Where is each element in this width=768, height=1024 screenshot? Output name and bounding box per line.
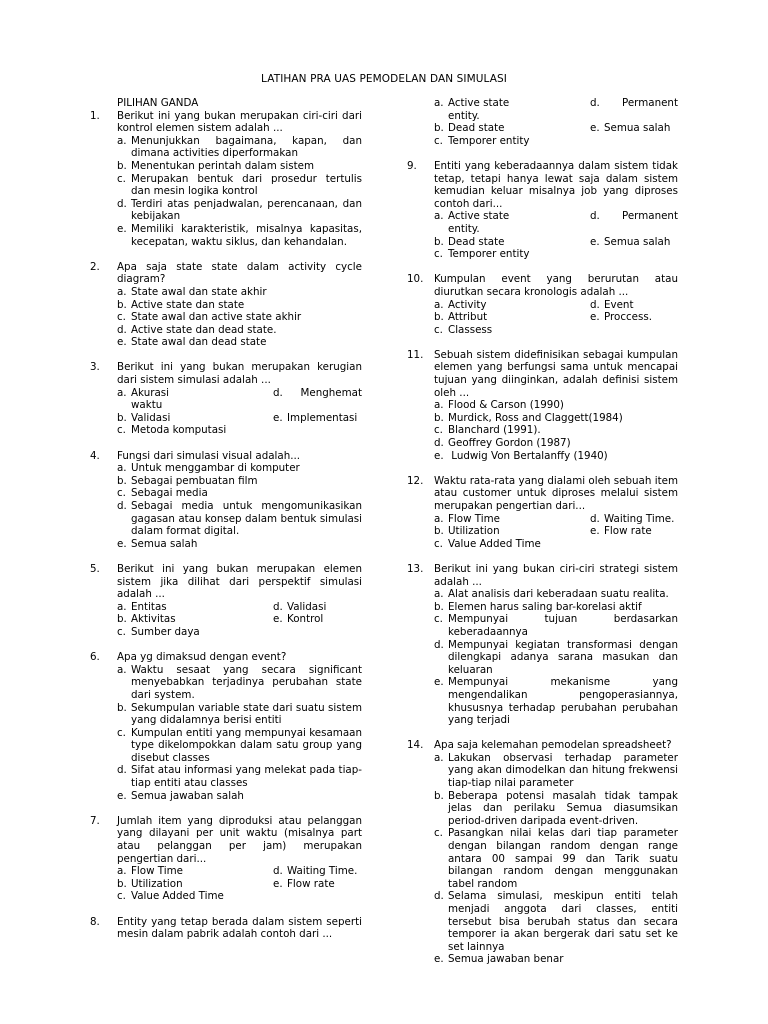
option-d	[590, 210, 678, 223]
option-letter: b.	[434, 311, 444, 324]
option-a	[117, 135, 362, 160]
option-row	[117, 878, 362, 891]
option-text: Temporer entity	[448, 248, 530, 261]
question-10	[407, 273, 678, 336]
option-letter: a.	[434, 751, 444, 764]
option-text: Mempunyai mekanisme yang mengendalikan pengoperasiannya, khususnya terhadap perubahan perubahan yang terjadi	[448, 676, 678, 727]
option-letter: d.	[273, 386, 283, 399]
option-e	[273, 878, 362, 891]
question-8	[90, 916, 362, 941]
option-text: Utilization	[448, 525, 500, 538]
section-title: PILIHAN GANDA	[117, 97, 199, 109]
option-text: Sebagai media	[131, 487, 208, 500]
question-number: 13.	[407, 562, 424, 575]
question-number: 5.	[90, 562, 100, 575]
option-text: Lakukan observasi terhadap parameter yang akan dimodelkan dan hitung frekwensi tiap-tiap nilai parameter	[448, 751, 678, 790]
question-number: 8.	[90, 915, 100, 928]
option-c	[434, 538, 678, 551]
option-e	[590, 122, 678, 135]
option-letter: b.	[117, 701, 127, 714]
option-letter: c.	[117, 487, 126, 500]
question-4	[90, 450, 362, 551]
option-row	[117, 865, 362, 878]
option-a	[117, 664, 362, 702]
option-a	[117, 286, 362, 299]
option-c	[434, 613, 678, 638]
option-letter: d.	[117, 764, 127, 777]
option-text-continued: entity.	[448, 109, 480, 122]
option-letter: b.	[117, 877, 127, 890]
question-11	[407, 349, 678, 462]
question-number: 3.	[90, 361, 100, 374]
option-row	[434, 236, 678, 249]
left-column	[90, 97, 362, 953]
option-b	[434, 525, 590, 538]
option-row	[117, 412, 362, 425]
option-letter: c.	[434, 134, 443, 147]
option-text: Sebagai media untuk mengomunikasikan gagasan atau konsep dalam bentuk simulasi dalam format digital.	[131, 500, 362, 538]
option-letter: a.	[434, 210, 444, 223]
option-text: Active state dan dead state.	[131, 323, 277, 336]
question-text: Apa saja state state dalam activity cycle diagram?	[117, 260, 362, 286]
option-letter: d.	[590, 210, 600, 223]
option-d	[273, 601, 362, 614]
option-letter: e.	[117, 222, 127, 235]
question-number: 9.	[407, 159, 417, 172]
option-text: Sumber daya	[131, 625, 200, 638]
option-letter: e.	[117, 336, 127, 349]
option-letter: c.	[117, 311, 126, 324]
option-text: Active state	[448, 210, 510, 223]
question-3	[90, 361, 362, 437]
option-b	[117, 299, 362, 312]
option-letter: c.	[434, 248, 443, 261]
option-b	[434, 311, 590, 324]
option-d	[434, 639, 678, 677]
option-e	[590, 236, 678, 249]
option-text: Active state	[448, 97, 510, 109]
option-continuation	[117, 399, 362, 412]
option-b	[117, 475, 362, 488]
option-letter: e.	[273, 411, 283, 424]
question-text: Apa saja kelemahan pemodelan spreadsheet?	[434, 739, 672, 752]
option-b	[117, 878, 273, 891]
option-e	[434, 676, 678, 726]
question-14	[407, 739, 678, 966]
option-text: Sebagai pembuatan film	[131, 474, 258, 487]
option-continuation	[434, 110, 678, 123]
option-a	[117, 462, 362, 475]
option-letter: a.	[117, 600, 127, 613]
option-letter: d.	[117, 500, 127, 512]
option-letter: d.	[434, 890, 444, 903]
option-c	[117, 626, 362, 639]
option-c	[434, 248, 678, 261]
question-text: Fungsi dari simulasi visual adalah...	[117, 449, 301, 462]
option-text: Permanent	[622, 97, 678, 109]
option-letter: c.	[434, 613, 443, 626]
option-text: Elemen harus saling bar-korelasi aktif	[448, 600, 642, 613]
option-letter: a.	[117, 285, 127, 298]
option-letter: a.	[117, 462, 127, 475]
option-letter: e.	[273, 613, 283, 626]
option-d	[434, 437, 678, 450]
question-text: Kumpulan event yang berurutan atau diurutkan secara kronologis adalah ...	[434, 273, 678, 298]
option-b	[434, 122, 590, 135]
option-row	[117, 387, 362, 400]
option-text: Semua jawaban salah	[131, 789, 244, 802]
option-letter: a.	[117, 134, 127, 147]
option-text: Selama simulasi, meskipun entiti telah menjadi anggota dari classes, entiti tersebut bisa berubah status dan secara temporer ia akan bergerak dari satu set ke set lainnya	[448, 890, 678, 953]
option-letter: e.	[590, 311, 600, 324]
option-text: Kumpulan entiti yang mempunyai kesamaan type dikelompokkan dalam satu group yang disebut classes	[131, 726, 362, 764]
option-text: Mempunyai tujuan berdasarkan keberadaannya	[448, 613, 678, 638]
option-text: Pasangkan nilai kelas dari tiap parameter dengan bilangan random dengan range antara 00 sampai 99 dan Tarik suatu bilangan random dengan menggunakan tabel random	[448, 827, 678, 890]
option-a	[434, 752, 678, 790]
option-text: Sekumpulan variable state dari suatu sistem yang didalamnya berisi entiti	[131, 701, 362, 727]
option-text-continued: entity.	[448, 222, 480, 235]
option-d	[590, 299, 678, 312]
question-text: Sebuah sistem didefinisikan sebagai kumpulan elemen yang berfungsi sama untuk mencapai tujuan yang diinginkan, adalah definisi sistem oleh ...	[434, 348, 678, 399]
option-text: Waiting Time.	[287, 865, 358, 878]
option-letter: e.	[434, 449, 444, 462]
option-row	[434, 299, 678, 312]
option-letter: e.	[434, 953, 444, 966]
option-text: Implementasi	[287, 411, 358, 424]
option-c	[434, 424, 678, 437]
option-row	[434, 210, 678, 223]
option-text: Dead state	[448, 122, 505, 135]
option-c	[117, 727, 362, 765]
option-text: Semua salah	[604, 235, 671, 248]
option-c	[434, 827, 678, 890]
option-text: Beberapa potensi masalah tidak tampak jelas dan perilaku Semua diasumsikan period-driven daripada event-driven.	[448, 789, 678, 827]
option-c	[117, 173, 362, 198]
option-letter: d.	[434, 437, 444, 450]
option-text: Kontrol	[287, 613, 324, 626]
option-text: Waktu sesaat yang secara significant menyebabkan terjadinya perubahan state dari system.	[131, 663, 362, 701]
option-letter: a.	[117, 386, 127, 399]
right-column	[407, 97, 678, 979]
option-row	[434, 525, 678, 538]
option-e	[117, 790, 362, 803]
option-b	[434, 601, 678, 614]
question-2	[90, 261, 362, 349]
option-text: Activity	[448, 298, 487, 311]
option-c	[434, 135, 678, 148]
option-letter: e.	[117, 537, 127, 550]
option-letter: a.	[434, 97, 444, 109]
option-a	[434, 399, 678, 412]
option-letter: c.	[117, 172, 126, 185]
option-text: Flow rate	[604, 525, 652, 538]
option-text: Mempunyai kegiatan transformasi dengan dilengkapi adanya sarana masukan dan keluaran	[448, 638, 678, 676]
option-text: Validasi	[131, 411, 171, 424]
option-letter: c.	[117, 424, 126, 437]
option-text: Semua salah	[131, 537, 198, 550]
option-letter: a.	[117, 865, 127, 878]
option-text: Event	[604, 298, 634, 311]
option-text: Flow rate	[287, 877, 335, 890]
option-text: Semua salah	[604, 122, 671, 135]
option-a	[434, 299, 590, 312]
option-letter: d.	[590, 97, 600, 109]
option-letter: a.	[434, 512, 444, 525]
option-d	[117, 198, 362, 223]
question-number: 2.	[90, 260, 100, 273]
option-text: State awal dan active state akhir	[131, 311, 302, 324]
option-text: Geoffrey Gordon (1987)	[448, 437, 571, 450]
option-e	[590, 525, 678, 538]
option-text-continued: waktu	[131, 399, 163, 412]
question-text: Jumlah item yang diproduksi atau pelanggan yang dilayani per unit waktu (misalnya part atau pelanggan per jam) merupakan pengertian dari...	[117, 814, 362, 865]
question-7	[90, 815, 362, 903]
question-text: Apa yg dimaksud dengan event?	[117, 651, 287, 664]
option-letter: c.	[434, 827, 443, 840]
option-b	[434, 790, 678, 828]
option-d	[590, 513, 678, 526]
option-row	[117, 601, 362, 614]
option-letter: d.	[590, 512, 600, 525]
question-text: Entiti yang keberadaannya dalam sistem tidak tetap, tetapi hanya lewat saja dalam sistem kemudian keluar misalnya job yang diproses contoh dari...	[434, 159, 678, 210]
option-a	[117, 387, 273, 400]
option-letter: b.	[434, 411, 444, 424]
option-letter: a.	[434, 298, 444, 311]
option-e	[273, 412, 362, 425]
option-row	[117, 613, 362, 626]
option-e	[590, 311, 678, 324]
question-number: 12.	[407, 474, 424, 487]
option-e	[117, 223, 362, 248]
option-c	[117, 487, 362, 500]
option-text: Entitas	[131, 600, 167, 613]
option-text: Flow Time	[131, 865, 183, 878]
option-b	[434, 412, 678, 425]
question-text: Berikut ini yang bukan ciri-ciri strategi sistem adalah ...	[434, 562, 678, 588]
option-text: Blanchard (1991).	[448, 424, 541, 437]
option-text: Waiting Time.	[604, 512, 675, 525]
option-letter: b.	[434, 525, 444, 538]
question-number: 6.	[90, 651, 100, 664]
question-number: 11.	[407, 348, 424, 361]
question-text: Waktu rata-rata yang dialami oleh sebuah item atau customer untuk diproses melalui sistem merupakan pengertian dari...	[434, 474, 678, 512]
option-letter: a.	[434, 588, 444, 601]
option-e	[117, 538, 362, 551]
option-letter: a.	[434, 399, 444, 412]
question-text: Entity yang tetap berada dalam sistem seperti mesin dalam pabrik adalah contoh dari ...	[117, 915, 362, 941]
option-text: Memiliki karakteristik, misalnya kapasitas, kecepatan, waktu siklus, dan kehandalan.	[131, 222, 362, 248]
option-e	[273, 613, 362, 626]
option-letter: d.	[273, 865, 283, 878]
option-text: Akurasi	[131, 386, 169, 399]
option-letter: d.	[117, 323, 127, 336]
option-text: Murdick, Ross and Claggett(1984)	[448, 411, 623, 424]
option-c	[117, 311, 362, 324]
option-e	[117, 336, 362, 349]
option-text: Classess	[448, 323, 493, 336]
option-letter: b.	[117, 613, 127, 626]
option-d	[273, 387, 362, 400]
option-letter: d.	[273, 600, 283, 613]
option-text: Menghemat	[300, 386, 362, 399]
option-b	[434, 236, 590, 249]
option-a	[434, 513, 590, 526]
option-text: Utilization	[131, 877, 183, 890]
option-letter: a.	[117, 663, 127, 676]
option-e	[434, 953, 678, 966]
option-d	[590, 97, 678, 110]
option-row	[434, 97, 678, 110]
option-a	[434, 210, 590, 223]
question-8-options	[407, 97, 678, 147]
option-c	[117, 890, 362, 903]
option-letter: c.	[117, 726, 126, 739]
option-text: Merupakan bentuk dari prosedur tertulis dan mesin logika kontrol	[131, 172, 362, 198]
question-6	[90, 651, 362, 802]
option-row	[434, 311, 678, 324]
question-number: 7.	[90, 814, 100, 827]
question-number: 10.	[407, 273, 424, 286]
option-text: Ludwig Von Bertalanffy (1940)	[448, 449, 608, 462]
question-text: Berikut ini yang bukan merupakan kerugian dari sistem simulasi adalah ...	[117, 361, 362, 387]
option-letter: b.	[117, 411, 127, 424]
option-c	[117, 424, 362, 437]
option-a	[434, 97, 590, 110]
option-letter: c.	[434, 537, 443, 550]
option-letter: d.	[590, 298, 600, 311]
option-letter: b.	[117, 159, 127, 172]
option-letter: b.	[117, 298, 127, 311]
question-1	[90, 110, 362, 249]
option-letter: e.	[590, 525, 600, 538]
option-letter: b.	[117, 474, 127, 487]
option-text: Attribut	[448, 311, 488, 324]
option-letter: c.	[434, 323, 443, 336]
option-letter: e.	[590, 235, 600, 248]
option-letter: b.	[434, 600, 444, 613]
question-number: 4.	[90, 449, 100, 462]
option-letter: d.	[434, 638, 444, 651]
option-letter: e.	[273, 877, 283, 890]
question-9	[407, 160, 678, 261]
option-letter: b.	[434, 122, 444, 135]
option-letter: e.	[117, 789, 127, 802]
option-c	[434, 324, 678, 337]
option-b	[117, 412, 273, 425]
option-a	[117, 601, 273, 614]
option-d	[117, 500, 362, 538]
option-continuation	[434, 223, 678, 236]
question-number: 1.	[90, 109, 100, 122]
option-text: Alat analisis dari keberadaan suatu realita.	[448, 588, 669, 601]
option-e	[434, 450, 678, 463]
option-text: Aktivitas	[131, 613, 176, 626]
question-12	[407, 475, 678, 551]
option-d	[117, 764, 362, 789]
option-text: Menunjukkan bagaimana, kapan, dan dimana activities diperformakan	[131, 134, 362, 160]
option-letter: c.	[434, 424, 443, 437]
option-b	[117, 613, 273, 626]
option-b	[117, 702, 362, 727]
question-text: Berikut ini yang bukan merupakan ciri-ciri dari kontrol elemen sistem adalah ...	[117, 109, 362, 135]
option-text: Terdiri atas penjadwalan, perencanaan, dan kebijakan	[131, 197, 362, 223]
option-text: Temporer entity	[448, 134, 530, 147]
option-text: Proccess.	[604, 311, 652, 324]
option-row	[434, 122, 678, 135]
option-letter: b.	[434, 235, 444, 248]
option-text: Permanent	[622, 210, 678, 223]
option-letter: e.	[590, 122, 600, 135]
option-letter: b.	[434, 789, 444, 802]
option-a	[117, 865, 273, 878]
option-letter: c.	[117, 890, 126, 903]
option-d	[273, 865, 362, 878]
option-d	[117, 324, 362, 337]
option-text: Flood & Carson (1990)	[448, 399, 564, 412]
option-text: Semua jawaban benar	[448, 953, 564, 966]
option-text: Metoda komputasi	[131, 424, 227, 437]
option-text: Sifat atau informasi yang melekat pada tiap-tiap entiti atau classes	[131, 764, 362, 790]
question-13	[407, 563, 678, 727]
option-letter: e.	[434, 676, 444, 689]
option-text: Untuk menggambar di komputer	[131, 462, 300, 475]
option-d	[434, 890, 678, 953]
option-text: Active state dan state	[131, 298, 245, 311]
option-text: State awal dan state akhir	[131, 285, 267, 298]
option-text: Value Added Time	[448, 537, 541, 550]
question-5	[90, 563, 362, 639]
option-letter: d.	[117, 197, 127, 210]
option-row	[434, 513, 678, 526]
option-b	[117, 160, 362, 173]
option-text: State awal dan dead state	[131, 336, 267, 349]
option-text: Validasi	[287, 600, 327, 613]
option-text: Dead state	[448, 235, 505, 248]
page-title: LATIHAN PRA UAS PEMODELAN DAN SIMULASI	[261, 73, 507, 85]
question-number: 14.	[407, 739, 424, 752]
option-text: Menentukan perintah dalam sistem	[131, 159, 315, 172]
option-letter: c.	[117, 625, 126, 638]
option-a	[434, 588, 678, 601]
question-text: Berikut ini yang bukan merupakan elemen sistem jika dilihat dari perspektif simulasi adalah ...	[117, 562, 362, 601]
option-text: Flow Time	[448, 512, 500, 525]
option-text: Value Added Time	[131, 890, 224, 903]
